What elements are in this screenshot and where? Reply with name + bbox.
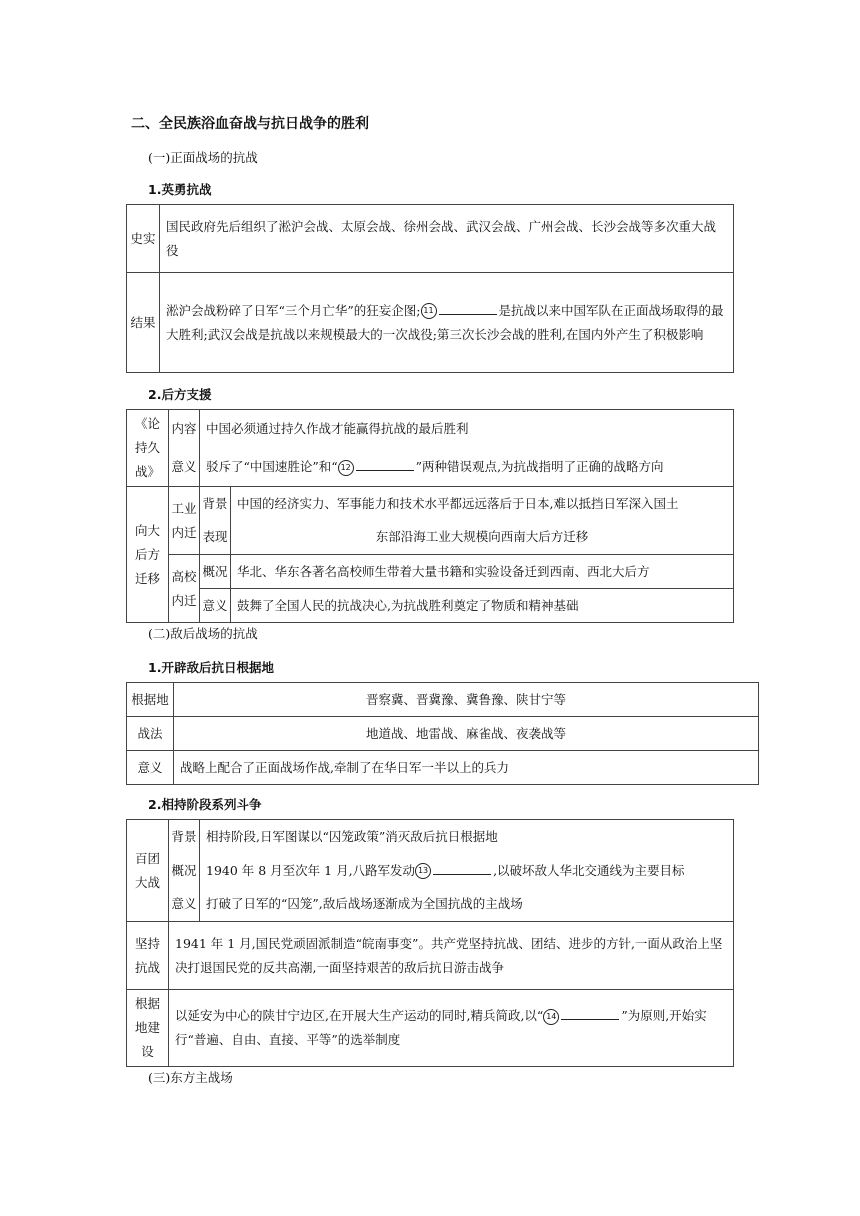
part1-title: (一)正面战场的抗战	[148, 150, 258, 165]
significance-text: 战略上配合了正面战场作战,牵制了在华日军一半以上的兵力	[174, 751, 759, 785]
tactics-label: 战法	[127, 717, 174, 751]
lunchi-label: 《论持久战》	[127, 410, 169, 487]
fill-blank-12[interactable]	[356, 456, 414, 471]
circled-number-11: 11	[421, 303, 437, 319]
background-label: 背景	[200, 487, 231, 521]
meaning-text-a: 驳斥了“中国速胜论”和“	[206, 459, 338, 474]
hr-meaning-label: 意义	[169, 888, 200, 922]
show-label: 表现	[200, 521, 231, 555]
hr-background-text: 相持阶段,日军图谋以“囚笼政策”消灭敌后抗日根据地	[200, 820, 734, 854]
move-label: 向大后方迁移	[127, 487, 169, 623]
meaning-text-b: ”两种错误观点,为抗战指明了正确的战略方向	[415, 459, 664, 474]
row-text-facts: 国民政府先后组织了淞沪会战、太原会战、徐州会战、武汉会战、广州会战、长沙会战等多次重大战役	[160, 205, 734, 273]
industry-label: 工业内迁	[169, 487, 200, 555]
circled-number-13: 13	[415, 863, 431, 879]
hundred-regiments-label: 百团大战	[127, 820, 169, 922]
part2-title: (二)敌后战场的抗战	[148, 626, 258, 641]
hr-meaning-text: 打破了日军的“囚笼”,敌后战场逐渐成为全国抗战的主战场	[200, 888, 734, 922]
school-label: 高校内迁	[169, 555, 200, 623]
part3-title: (三)东方主战场	[148, 1070, 233, 1085]
part1-s1-title: 1.英勇抗战	[148, 182, 212, 197]
row-label-results: 结果	[127, 273, 160, 373]
hr-overview-text-b: ,以破坏敌人华北交通线为主要目标	[493, 862, 685, 878]
content-text: 中国必须通过持久作战才能赢得抗战的最后胜利	[200, 410, 734, 449]
base-label: 根据地	[127, 683, 174, 717]
base-text: 晋察冀、晋冀豫、冀鲁豫、陕甘宁等	[174, 683, 759, 717]
school-meaning-text: 鼓舞了全国人民的抗战决心,为抗战胜利奠定了物质和精神基础	[231, 589, 734, 623]
school-meaning-label: 意义	[200, 589, 231, 623]
fill-blank-13[interactable]	[433, 860, 491, 875]
base-building-label: 根据地建设	[127, 990, 169, 1067]
tactics-text: 地道战、地雷战、麻雀战、夜袭战等	[174, 717, 759, 751]
hr-background-label: 背景	[169, 820, 200, 854]
content-label: 内容	[169, 410, 200, 449]
meaning-text	[200, 448, 734, 487]
hr-overview-text	[200, 854, 734, 888]
results-text-b: 是抗战以来中国军队在正面战场取得的最大胜利;武汉会战是抗战以来规模最大的一次战役;第三次长沙会战的胜利,在国内外产生了积极影响	[166, 302, 724, 342]
base-areas-table	[126, 682, 759, 785]
overview-label: 概况	[200, 555, 231, 589]
base-building-text	[169, 990, 734, 1067]
part2-s2-title: 2.相持阶段系列斗争	[148, 797, 262, 812]
fill-blank-14[interactable]	[561, 1005, 619, 1020]
hr-overview-text-a: 1940 年 8 月至次年 1 月,八路军发动	[206, 862, 416, 878]
fill-blank-11[interactable]	[439, 300, 497, 315]
results-text-a: 淞沪会战粉碎了日军“三个月亡华”的狂妄企图;	[166, 302, 421, 318]
part1-s2-title: 2.后方支援	[148, 387, 212, 402]
stalemate-table	[126, 819, 734, 1067]
show-text: 东部沿海工业大规模向西南大后方迁移	[231, 521, 734, 555]
base-building-text-b: ”为原则,开始实行“普遍、自由、直接、平等”的选举制度	[175, 1008, 707, 1047]
circled-number-12: 12	[338, 460, 354, 476]
meaning-label: 意义	[169, 448, 200, 487]
significance-label: 意义	[127, 751, 174, 785]
heroic-resistance-table	[126, 204, 734, 373]
part2-s1-title: 1.开辟敌后抗日根据地	[148, 660, 274, 675]
persist-text: 1941 年 1 月,国民党顽固派制造“皖南事变”。共产党坚持抗战、团结、进步的方针,一面从政治上坚决打退国民党的反共高潮,一面坚持艰苦的敌后抗日游击战争	[169, 922, 734, 990]
row-label-facts: 史实	[127, 205, 160, 273]
persist-label: 坚持抗战	[127, 922, 169, 990]
section-title: 二、全民族浴血奋战与抗日战争的胜利	[131, 116, 369, 132]
overview-text: 华北、华东各著名高校师生带着大量书籍和实验设备迁到西南、西北大后方	[231, 555, 734, 589]
circled-number-14: 14	[543, 1009, 559, 1025]
hr-overview-label: 概况	[169, 854, 200, 888]
base-building-text-a: 以延安为中心的陕甘宁边区,在开展大生产运动的同时,精兵简政,以“	[175, 1008, 544, 1023]
background-text: 中国的经济实力、军事能力和技术水平都远远落后于日本,难以抵挡日军深入国土	[231, 487, 734, 521]
rear-support-table	[126, 409, 734, 623]
row-text-results	[160, 273, 734, 373]
